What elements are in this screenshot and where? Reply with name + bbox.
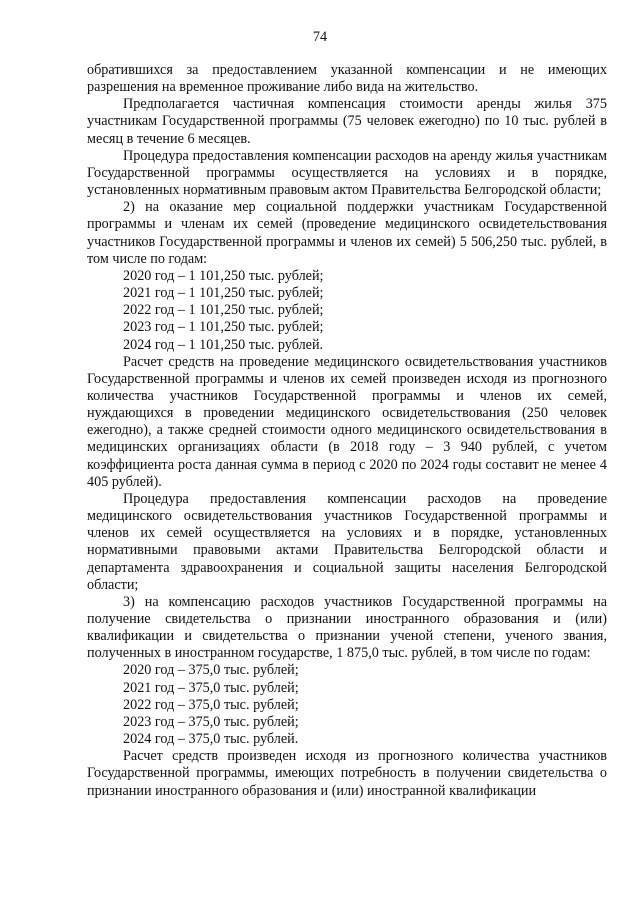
paragraph: Предполагается частичная компенсация стоимости аренды жилья 375 участникам Государственной программы (75 человек ежегодно) по 10 тыс. рублей в месяц в течение 6 месяцев. [87,96,607,147]
page-number: 74 [312,29,328,45]
document-body [87,62,607,800]
year-allocation-line: 2022 год – 375,0 тыс. рублей; [123,696,299,713]
year-allocation-line: 2022 год – 1 101,250 тыс. рублей; [123,302,324,319]
year-allocation-line: 2021 год – 375,0 тыс. рублей; [123,679,299,696]
year-allocation-line: 2024 год – 1 101,250 тыс. рублей. [123,336,324,353]
paragraph: Расчет средств произведен исходя из прогнозного количества участников Государственной программы, имеющих потребность в получении свидетельства о признании иностранного образования и (или) иностранной квалификации [87,748,607,799]
paragraph: Расчет средств на проведение медицинского освидетельствования участников Государственной программы и членов их семей произведен исходя из прогнозного количества участников Государственной программы и членов их семей, нуждающихся в проведении медицинского освидетельствования (250 человек ежегодно), а также средней стоимости одного медицинского освидетельствования в медицинских организациях области (в 2018 году – 3 940 рублей, с учетом коэффициента роста данная сумма в период с 2020 по 2024 годы составит не менее 4 405 рублей). [87,353,607,490]
paragraph: обратившихся за предоставлением указанной компенсации и не имеющих разрешения на временное проживание либо вида на жительство. [87,62,607,96]
paragraph: 3) на компенсацию расходов участников Государственной программы на получение свидетельства о признании иностранного образования и (или) квалификации и свидетельства о признании ученой степени, ученого звания, полученных в иностранном государстве, 1 875,0 тыс. рублей, в том числе по годам: [87,593,607,662]
year-allocation-line: 2024 год – 375,0 тыс. рублей. [123,731,299,748]
year-allocation-line: 2020 год – 375,0 тыс. рублей; [123,662,299,679]
paragraph: Процедура предоставления компенсации расходов на проведение медицинского освидетельствования участников Государственной программы и членов их семей осуществляется на условиях и в порядке, установленных нормативными правовыми актами Правительства Белгородской области и департамента здравоохранения и социальной защиты населения Белгородской области; [87,490,607,593]
year-allocation-line: 2023 год – 375,0 тыс. рублей; [123,713,299,730]
year-allocation-line: 2023 год – 1 101,250 тыс. рублей; [123,319,324,336]
paragraph: Процедура предоставления компенсации расходов на аренду жилья участникам Государственной программы осуществляется на условиях и в порядке, установленных нормативным правовым актом Правительства Белгородской области; [87,147,607,199]
year-allocation-line: 2021 год – 1 101,250 тыс. рублей; [123,285,324,302]
paragraph: 2) на оказание мер социальной поддержки участникам Государственной программы и членам их семей (проведение медицинского освидетельствования участников Государственной программы и членов их семей) 5 506,250 тыс. рублей, в том числе по годам: [87,199,607,267]
year-allocation-line: 2020 год – 1 101,250 тыс. рублей; [123,267,324,284]
